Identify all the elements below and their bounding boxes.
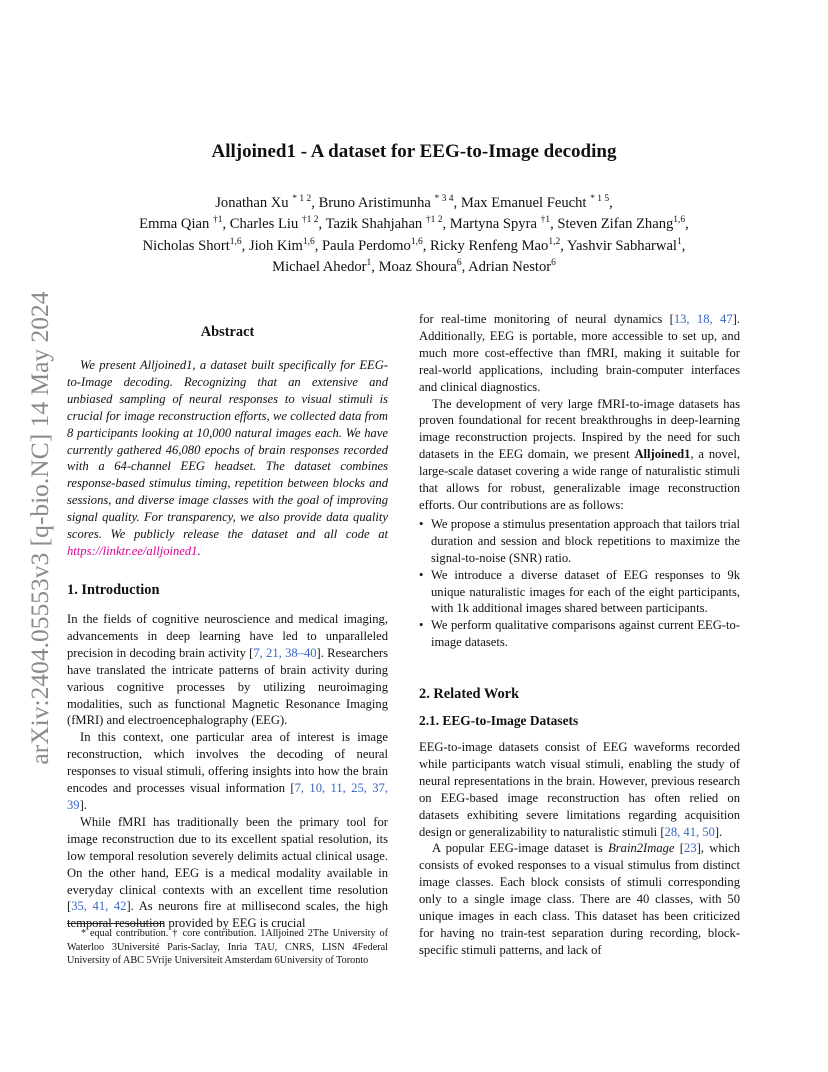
eeg-datasets-heading: 2.1. EEG-to-Image Datasets (419, 713, 579, 728)
list-item: • We introduce a diverse dataset of EEG responses to 9k unique naturalistic images for each of the eight participants, with 1k additional images shared between participants. (419, 567, 740, 618)
related-work-heading: 2. Related Work (419, 686, 520, 702)
list-item: • We propose a stimulus presentation approach that tailors trial duration and session and block repetitions to maximize the signal-to-noise (SNR) ratio. (419, 516, 740, 567)
footnote: * equal contribution. † core contribution. 1Alljoined 2The University of Waterloo 3Université Paris-Saclay, Inria TAU, CNRS, LISN 4Federal University of ABC 5Vrije Universiteit Amsterdam 6University of Toronto (67, 928, 388, 967)
intro-body: In the fields of cognitive neuroscience and medical imaging, advancements in deep learning have led to unparalleled precision in decoding brain activity [7, 21, 38–40]. Researchers have translated the intricate patterns of brain activity during various cognitive processes by utilizing neuroimaging modalities, such as functional Magnetic Resonance Imaging (fMRI) and electroencephalography (EEG). In this context, one particular area of interest is image reconstruction, which involves the decoding of neural responses to visual stimuli, offering insights into how the brain encodes and processes visual information [7, 10, 11, 25, 37, 39]. While fMRI has traditionally been the primary tool for image reconstruction due to its excellent spatial resolution, its low temporal resolution severely delimits actual clinical usage. On the other hand, EEG is a medical modality available in everyday clinical contexts with an excellent time resolution [35, 41, 42]. As neurons fire at millisecond scales, the high temporal resolution provided by EEG is crucial (67, 612, 389, 931)
paper-title: Alljoined1 - A dataset for EEG-to-Image decoding (211, 141, 617, 162)
arxiv-sidebar (22, 263, 58, 793)
intro-heading: 1. Introduction (67, 582, 160, 598)
author-list: Jonathan Xu $^{* 1 2}$, Bruno Aristimunha $^{* 3 4}$, Max Emanuel Feucht $^{* 1 5}$, Emma Qian $^{\dagger 1}$, Charles Liu $^{\dagger 1 2}$, Tazik Shahjahan $^{\dagger 1 2}$, Martyna Spyra $^{\dagger 1}$, Steven Zifan Zhang$^{1,6}$, Nicholas Short$^{1,6}$, Jioh Kim$^{1,6}$, Paula Perdomo$^{1,6}$, Ricky Renfeng Mao$^{1,2}$, Yashvir Sabharwal$^1$, Michael Ahedor$^1$, Moaz Shoura$^6$, Adrian Nestor$^6$ (139, 194, 689, 276)
arxiv-id: arXiv:2404.05553v3 [q-bio.NC] 14 May 2024 (25, 291, 54, 765)
related-work-body: EEG-to-image datasets consist of EEG waveforms recorded while participants watch visual stimuli, enabling the study of neural representations in the brain. However, previous research on EEG-based image reconstruction has often relied on datasets exhibiting severe limitations regarding acquisition design or generalizability to naturalistic stimuli [28, 41, 50]. A popular EEG-image dataset is Brain2Image [23], which consists of evoked responses to a visual stimulus from distinct image classes. Each block consists of stimuli corresponding only to a single image class. There are 40 classes, with 50 unique images in each class. This dataset has been criticized for having no train-test separation during recording, block-specific stimuli patterns, and lack of (419, 740, 741, 957)
dataset-link[interactable]: https://linktr.ee/alljoined1 (67, 543, 198, 558)
footnote-rule (67, 923, 164, 924)
contribution-list (419, 516, 740, 651)
list-item: • We perform qualitative comparisons against current EEG-to-image datasets. (419, 617, 740, 651)
abstract-heading: Abstract (200, 324, 255, 340)
right-column-top: for real-time monitoring of neural dynamics [13, 18, 47]. Additionally, EEG is portable, more accessible to set up, and much more cost-effective than fMRI, making it suitable for real-world applications, including brain-computer interfaces and clinical diagnostics. The development of very large fMRI-to-image datasets has proven foundational for recent breakthroughs in deep-learning image reconstruction projects. Inspired by the need for such datasets in the EEG domain, we present Alljoined1, a novel, large-scale dataset covering a wide range of naturalistic stimuli that allows for robust, generalizable image reconstruction efforts. Our contributions are as follows: • We propose a stimulus presentation approach that tailors trial duration and session and block repetitions to maximize the signal-to-noise (SNR) ratio. • We introduce a diverse dataset of EEG responses to 9k unique naturalistic images for each of the eight participants, with 1k additional images shared between participants. • We perform qualitative comparisons against current EEG-to-image datasets. (419, 311, 740, 651)
abstract-body: We present Alljoined1, a dataset built specifically for EEG-to-Image decoding. Recognizing that an extensive and unbiased sampling of neural responses to visual stimuli is crucial for image reconstruction efforts, we collected data from 8 participants looking at 10,000 natural images each. We have currently gathered 46,080 epochs of brain responses recorded with a 64-channel EEG headset. The dataset combines response-based stimulus timing, repetition between blocks and sessions, and diverse image classes with the goal of improving signal quality. For transparency, we also provide data quality scores. We publicly release the dataset and all code at https://linktr.ee/alljoined1. (67, 358, 388, 558)
